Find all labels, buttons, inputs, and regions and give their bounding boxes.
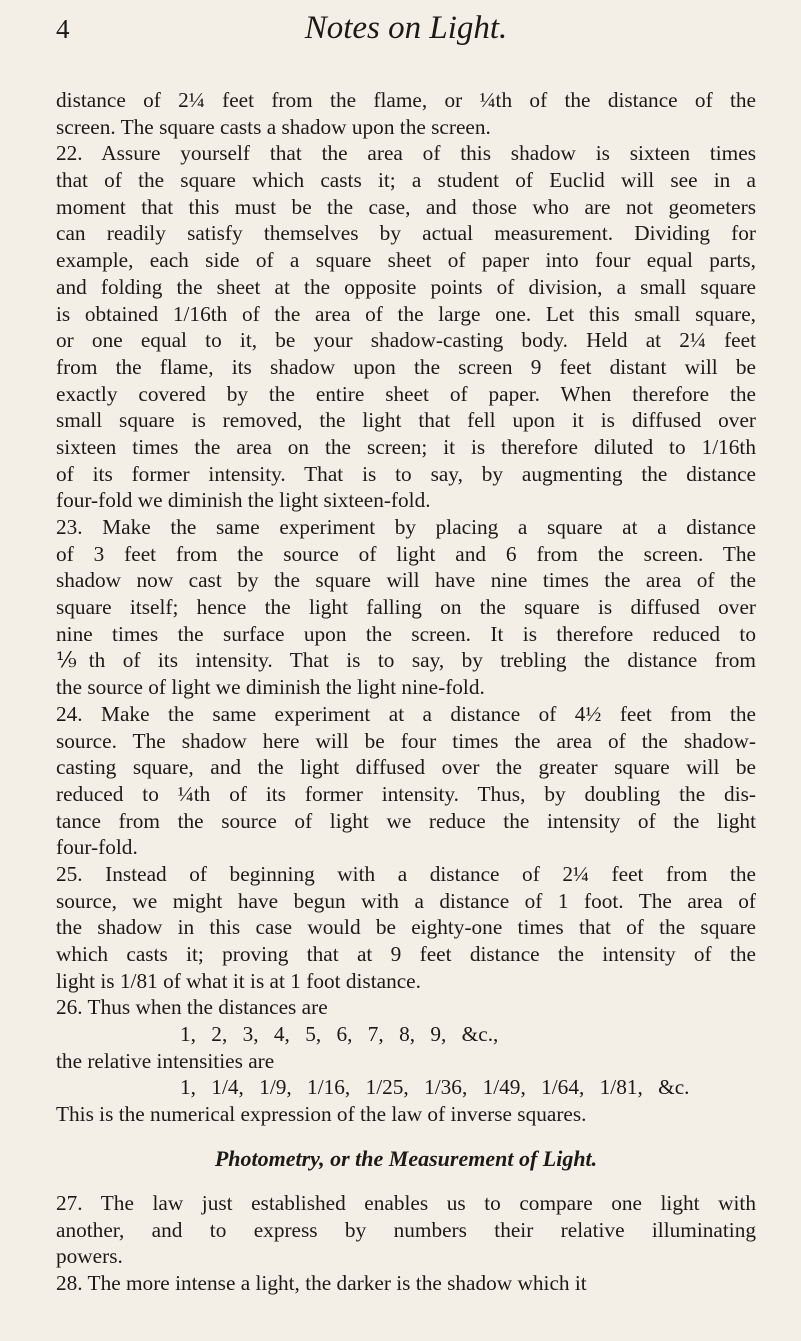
text-line: or one equal to it, be your shadow-casting body. Held at 2¼ feet — [56, 328, 756, 353]
text-line: 23. Make the same experiment by placing a square at a distance — [56, 515, 756, 539]
text-line: four-fold. — [56, 835, 138, 860]
text-line: of its former intensity. That is to say, by augmenting the distance — [56, 461, 756, 486]
text-line: shadow now cast by the square will have nine times the area of the — [56, 568, 756, 593]
page-header — [56, 10, 756, 58]
section-paragraph-lines — [56, 1190, 756, 1297]
text-line: distance of 2¼ feet from the flame, or ¼th of the distance of the — [56, 88, 756, 112]
law-statement: This is the numerical expression of the law of inverse squares. — [56, 1102, 587, 1127]
text-line: powers. — [56, 1244, 123, 1269]
text-line: the shadow in this case would be eighty-one times that of the square — [56, 915, 756, 940]
text-line: 25. Instead of beginning with a distance of 2¼ feet from the — [56, 861, 756, 886]
body-text — [56, 87, 756, 1297]
text-line: that of the square which casts it; a student of Euclid will see in a — [56, 168, 756, 193]
section-heading: Photometry, or the Measurement of Light. — [214, 1145, 598, 1171]
intensity-value: 1/4, — [211, 1075, 260, 1100]
text-line: is obtained 1/16th of the area of the large one. Let this small square, — [56, 301, 756, 326]
text-line: ⅑th of its intensity. That is to say, by trebling the distance from — [56, 648, 756, 673]
text-line: nine times the surface upon the screen. It is therefore reduced to — [56, 621, 756, 646]
intensity-value: 1/64, — [541, 1075, 600, 1100]
text-line: four-fold we diminish the light sixteen-fold. — [56, 488, 431, 513]
intensity-value: 1, — [180, 1075, 212, 1100]
text-line: 28. The more intense a light, the darker is the shadow which it — [56, 1270, 587, 1295]
text-line: moment that this must be the case, and those who are not geometers — [56, 194, 756, 219]
text-line: 27. The law just established enables us to compare one light with — [56, 1190, 756, 1215]
text-line: can readily satisfy themselves by actual measurement. Dividing for — [56, 221, 756, 246]
text-line: sixteen times the area on the screen; it is therefore diluted to 1/16th — [56, 434, 756, 459]
text-line: source, we might have begun with a distance of 1 foot. The area of — [56, 888, 756, 913]
text-line: reduced to ¼th of its former intensity. Thus, by doubling the dis- — [56, 781, 756, 806]
intensity-value: &c. — [658, 1075, 690, 1100]
text-line: 22. Assure yourself that the area of this shadow is sixteen times — [56, 141, 756, 166]
text-line: source. The shadow here will be four times the area of the shadow- — [56, 728, 756, 753]
text-line: example, each side of a square sheet of paper into four equal parts, — [56, 248, 756, 273]
text-line: light is 1/81 of what it is at 1 foot distance. — [56, 968, 421, 993]
text-line: of 3 feet from the source of light and 6 from the screen. The — [56, 541, 756, 566]
text-line: the source of light we diminish the light nine-fold. — [56, 675, 485, 700]
paragraph-lines — [56, 87, 756, 1021]
text-line: which casts it; proving that at 9 feet distance the intensity of the — [56, 942, 756, 966]
page-number: 4 — [56, 14, 70, 44]
text-line: from the flame, its shadow upon the screen 9 feet distant will be — [56, 354, 756, 379]
text-line: 26. Thus when the distances are — [56, 995, 328, 1020]
intensity-value: 1/49, — [482, 1075, 542, 1100]
intensities-label: the relative intensities are — [56, 1048, 275, 1073]
running-title: Notes on Light. — [304, 10, 508, 46]
intensity-value: 1/16, — [307, 1075, 366, 1100]
distance-sequence: 1, 2, 3, 4, 5, 6, 7, 8, 9, &c., — [180, 1022, 499, 1047]
text-line: another, and to express by numbers their relative illuminating — [56, 1217, 756, 1242]
text-line: tance from the source of light we reduce the intensity of the light — [56, 808, 756, 833]
intensity-value: 1/36, — [424, 1075, 483, 1100]
text-line: small square is removed, the light that fell upon it is diffused over — [56, 408, 756, 433]
text-line: casting square, and the light diffused over the greater square will be — [56, 755, 756, 780]
intensity-value: 1/25, — [365, 1075, 425, 1100]
intensity-value: 1/9, — [259, 1075, 308, 1100]
text-line: exactly covered by the entire sheet of paper. When therefore the — [56, 381, 756, 406]
text-line: and folding the sheet at the opposite points of division, a small square — [56, 274, 756, 299]
intensity-sequence — [56, 1074, 756, 1101]
text-line: 24. Make the same experiment at a distance of 4½ feet from the — [56, 701, 756, 726]
text-line: square itself; hence the light falling on the square is diffused over — [56, 595, 756, 620]
intensity-value: 1/81, — [599, 1075, 659, 1100]
text-line: screen. The square casts a shadow upon the screen. — [56, 114, 491, 139]
